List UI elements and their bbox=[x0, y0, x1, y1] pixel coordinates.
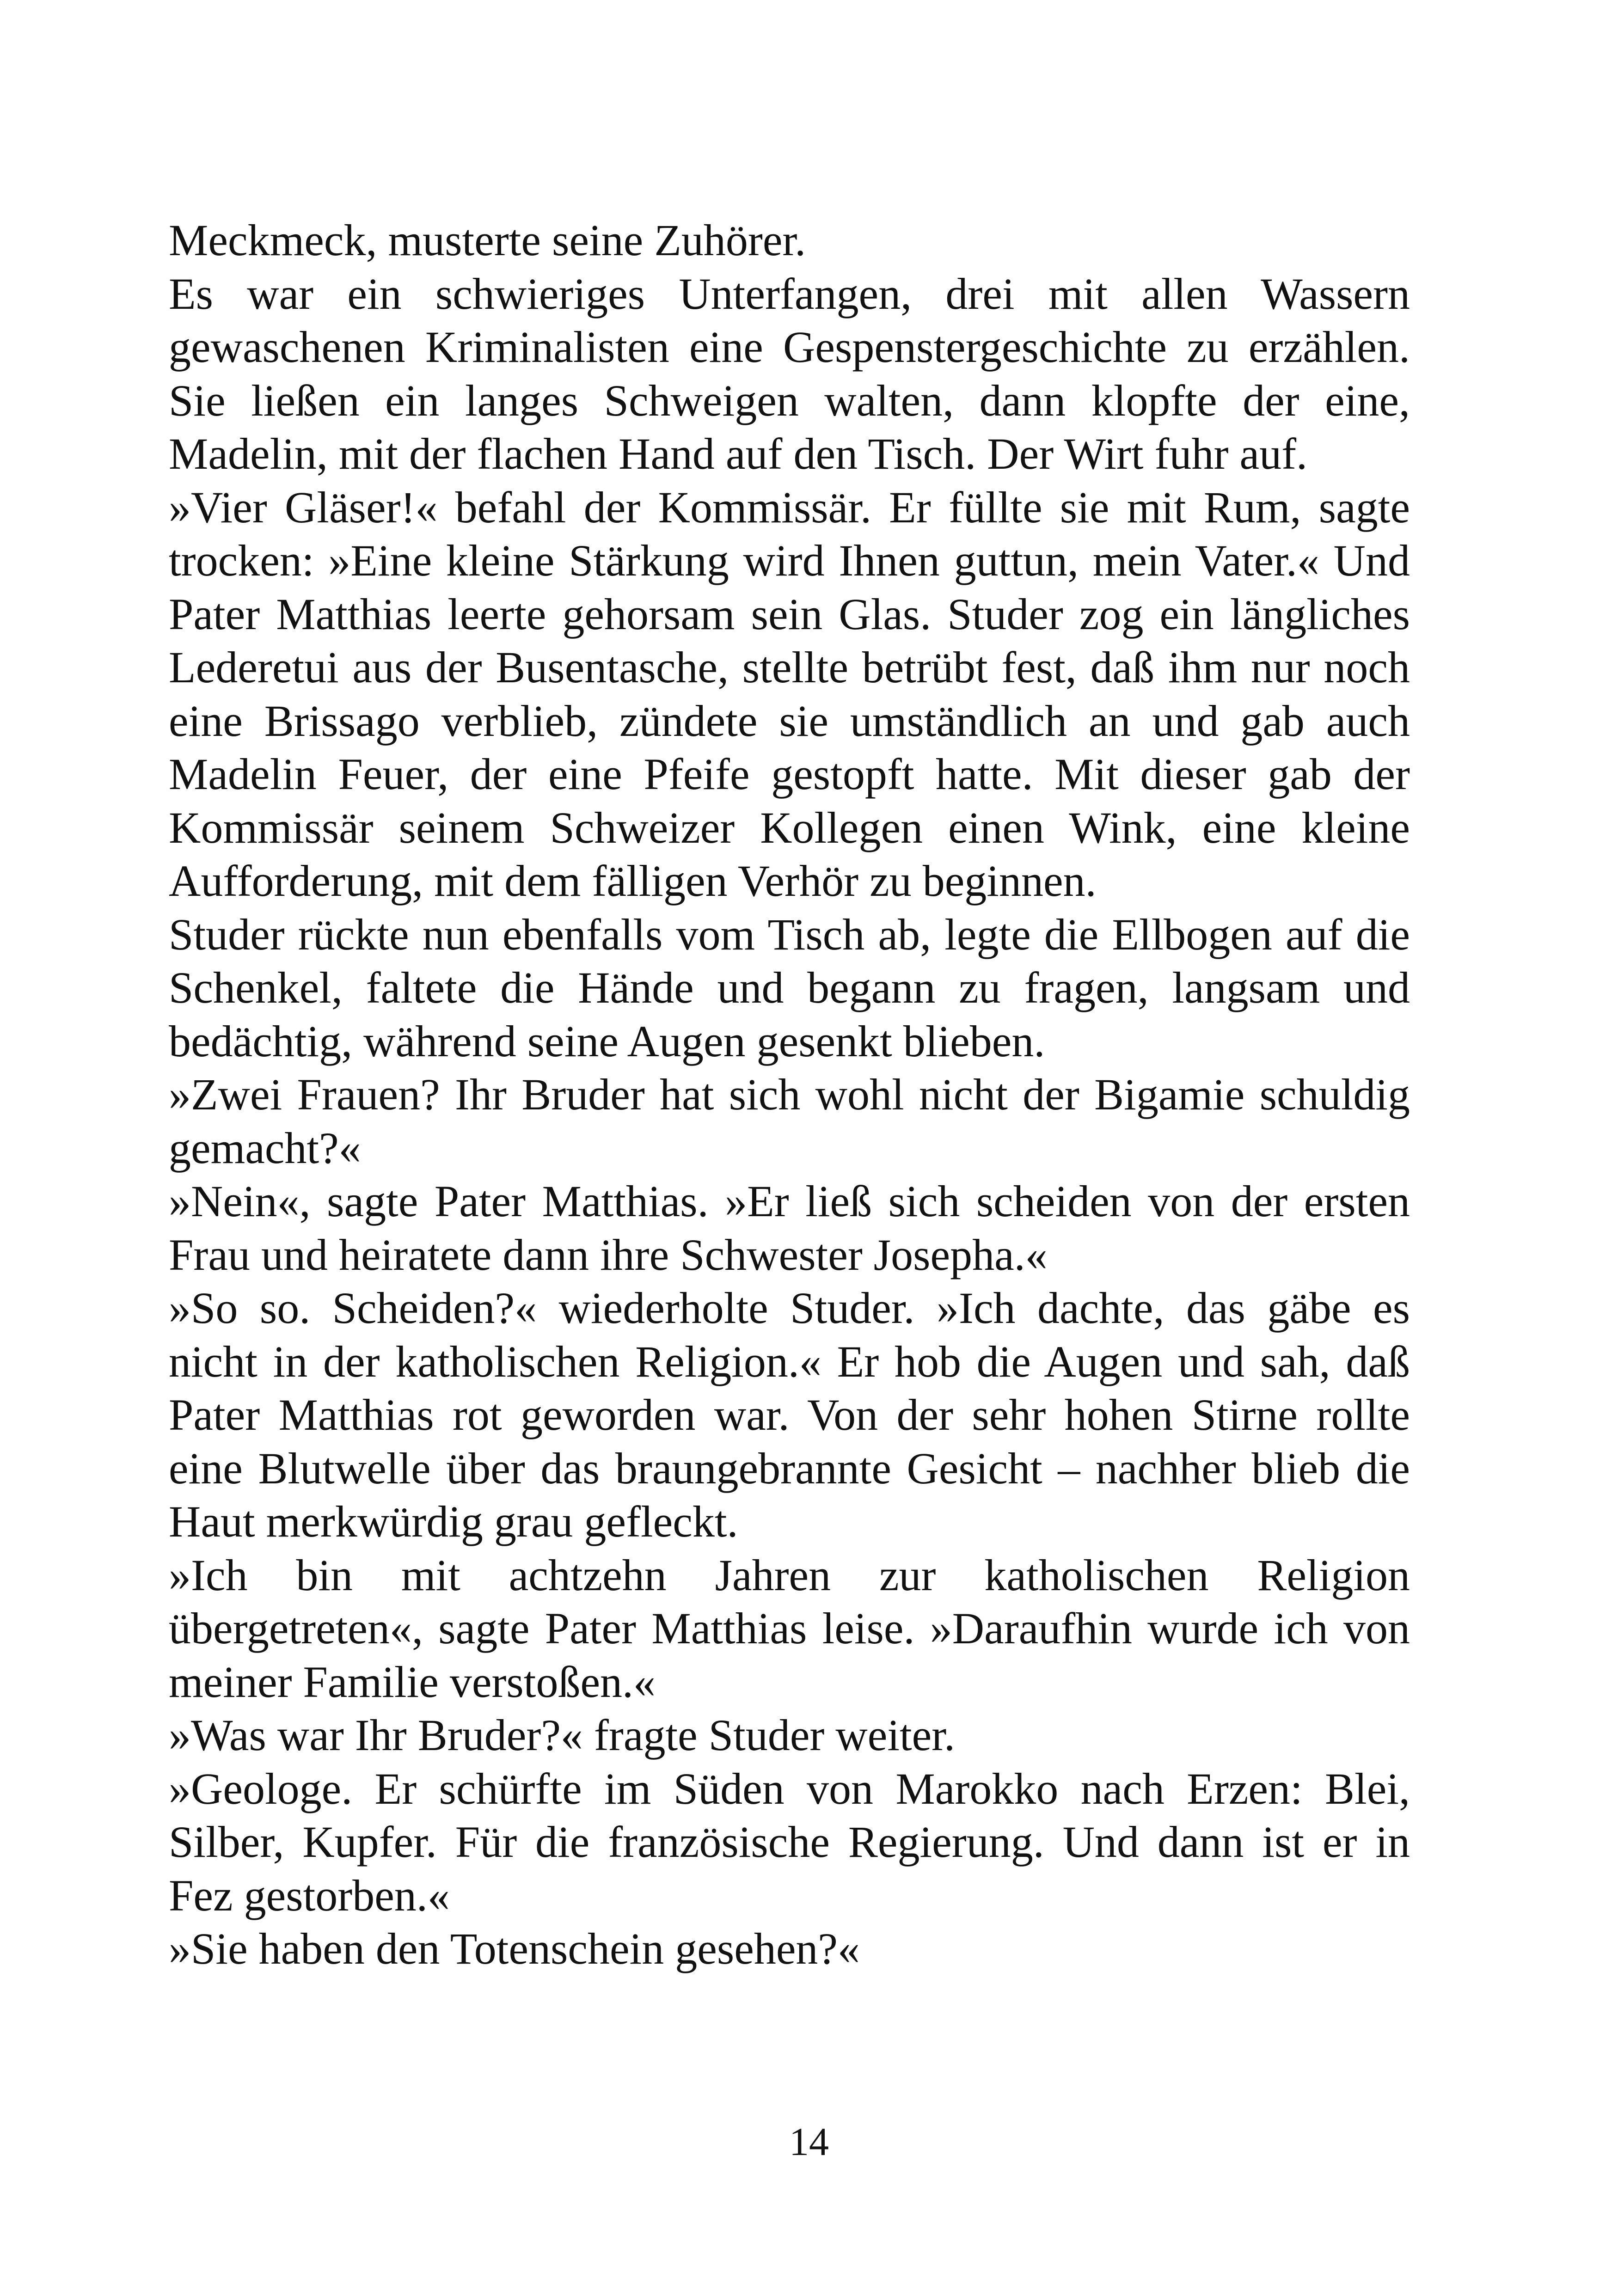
paragraph-1: Meckmeck, musterte seine Zuhörer. bbox=[169, 215, 806, 265]
paragraph-9: »Was war Ihr Bruder?« fragte Studer weiter. bbox=[169, 1710, 955, 1760]
paragraph-5: »Zwei Frauen? Ihr Bruder hat sich wohl nicht der Bigamie schuldig gemacht?« bbox=[169, 1070, 1410, 1173]
paragraph-7: »So so. Scheiden?« wiederholte Studer. »Ich dachte, das gäbe es nicht in der katholischen Religion.« Er hob die Augen und sah, daß Pater Matthias rot geworden war. Von der sehr hohen Stirne rollte eine Blutwelle über das braungebrannte Gesicht – nachher blieb die Haut merkwürdig grau gefleckt. bbox=[169, 1283, 1410, 1546]
page-number: 14 bbox=[789, 2119, 829, 2164]
body-text bbox=[169, 214, 1410, 1976]
paragraph-2: Es war ein schwieriges Unterfangen, drei mit allen Wassern gewaschenen Kriminalisten eine Gespenstergeschichte zu erzählen. Sie ließen ein langes Schweigen walten, dann klopfte der eine, Madelin, mit der flachen Hand auf den Tisch. Der Wirt fuhr auf. bbox=[169, 269, 1410, 478]
paragraph-11: »Sie haben den Totenschein gesehen?« bbox=[169, 1924, 860, 1973]
paragraph-4: Studer rückte nun ebenfalls vom Tisch ab, legte die Ellbogen auf die Schenkel, faltete die Hände und begann zu fragen, langsam und bedächtig, während seine Augen gesenkt blieben. bbox=[169, 909, 1410, 1066]
paragraph-10: »Geologe. Er schürfte im Süden von Marokko nach Erzen: Blei, Silber, Kupfer. Für die französische Regierung. Und dann ist er in Fez gestorben.« bbox=[169, 1763, 1410, 1920]
paragraph-8: »Ich bin mit achtzehn Jahren zur katholischen Religion übergetreten«, sagte Pater Matthias leise. »Daraufhin wurde ich von meiner Familie verstoßen.« bbox=[169, 1550, 1410, 1707]
paragraph-3: »Vier Gläser!« befahl der Kommissär. Er füllte sie mit Rum, sagte trocken: »Eine kleine Stärkung wird Ihnen guttun, mein Vater.« Und Pater Matthias leerte gehorsam sein Glas. Studer zog ein längliches Lederetui aus der Busentasche, stellte betrübt fest, daß ihm nur noch eine Brissago verblieb, zündete sie umständlich an und gab auch Madelin Feuer, der eine Pfeife gestopft hatte. Mit dieser gab der Kommissär seinem Schweizer Kollegen einen Wink, eine kleine Aufforderung, mit dem fälligen Verhör zu beginnen. bbox=[169, 482, 1410, 906]
paragraph-6: »Nein«, sagte Pater Matthias. »Er ließ sich scheiden von der ersten Frau und heiratete dann ihre Schwester Josepha.« bbox=[169, 1176, 1410, 1280]
